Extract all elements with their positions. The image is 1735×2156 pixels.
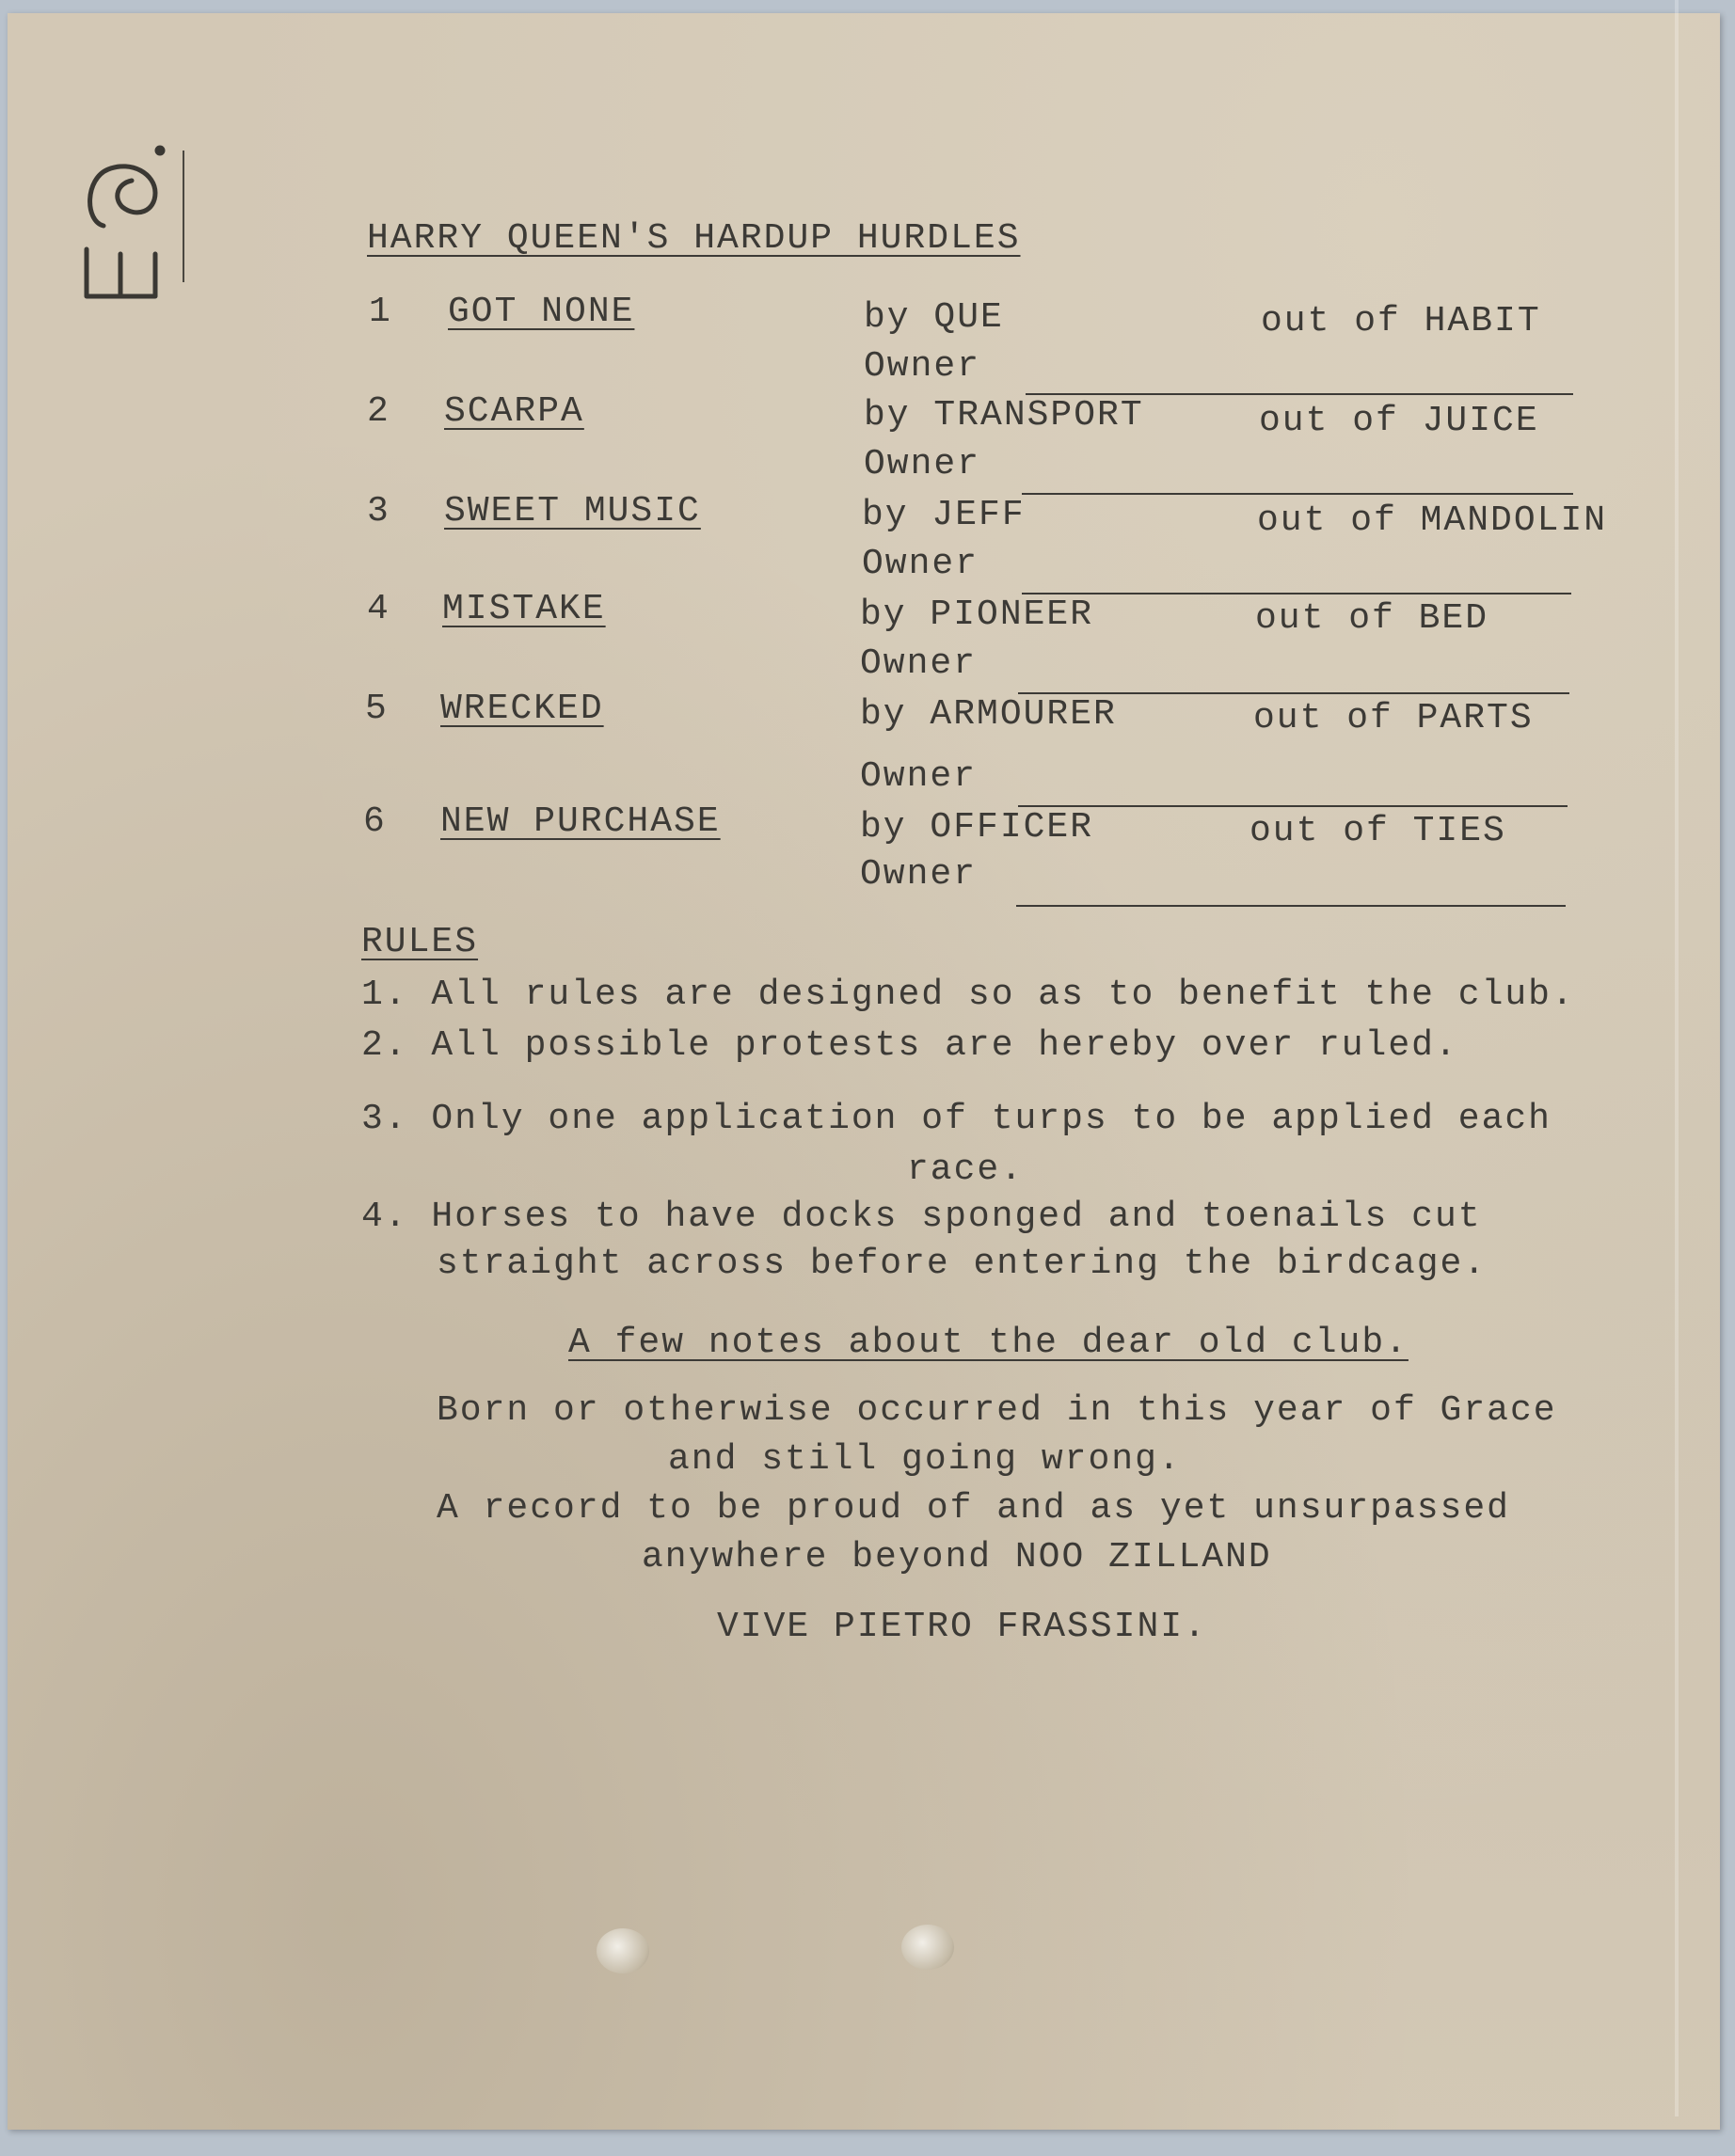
margin-note-handwriting — [66, 113, 179, 310]
entry-owner-label: Owner — [864, 444, 981, 484]
entry-name: GOT NONE — [448, 292, 635, 332]
rule-line: straight across before entering the birdcage. — [437, 1244, 1488, 1284]
entry-owner-label: Owner — [862, 544, 979, 584]
paper-fold — [1675, 0, 1679, 2116]
entry-dam: out of TIES — [1250, 811, 1506, 851]
punch-hole — [901, 1925, 954, 1970]
entry-dam: out of BED — [1255, 598, 1489, 639]
entry-number: 6 — [363, 801, 387, 842]
entry-number: 1 — [369, 292, 392, 332]
punch-hole — [597, 1928, 649, 1974]
owner-blank-line — [1016, 905, 1566, 907]
rule-line: 3. Only one application of turps to be applied each — [361, 1099, 1552, 1139]
note-line: A record to be proud of and as yet unsurpassed — [437, 1488, 1510, 1529]
rule-line: 4. Horses to have docks sponged and toenails cut — [361, 1197, 1482, 1237]
entry-sire: by OFFICER — [860, 807, 1094, 848]
entry-name: SCARPA — [444, 391, 584, 432]
entry-name: SWEET MUSIC — [444, 491, 701, 531]
owner-blank-line — [1022, 493, 1573, 495]
entry-dam: out of MANDOLIN — [1257, 500, 1608, 541]
rule-line: 1. All rules are designed so as to benefit the club. — [361, 975, 1575, 1015]
owner-blank-line — [1018, 805, 1568, 807]
entry-number: 5 — [365, 689, 389, 729]
rule-line: 2. All possible protests are hereby over ruled. — [361, 1025, 1458, 1066]
entry-sire: by PIONEER — [860, 594, 1094, 635]
entry-sire: by ARMOURER — [860, 694, 1117, 735]
margin-rule — [183, 151, 184, 282]
entry-number: 4 — [367, 589, 390, 629]
entry-name: WRECKED — [440, 689, 604, 729]
entry-sire: by TRANSPORT — [864, 395, 1144, 436]
rule-line: race. — [907, 1149, 1025, 1190]
entry-owner-label: Owner — [864, 346, 981, 387]
note-line: anywhere beyond NOO ZILLAND — [642, 1537, 1272, 1577]
entry-name: NEW PURCHASE — [440, 801, 721, 842]
entry-dam: out of PARTS — [1253, 698, 1534, 738]
page-title: HARRY QUEEN'S HARDUP HURDLES — [367, 218, 1021, 259]
entry-number: 3 — [367, 491, 390, 531]
entry-dam: out of JUICE — [1259, 401, 1539, 441]
notes-heading: A few notes about the dear old club. — [568, 1323, 1409, 1363]
owner-blank-line — [1022, 593, 1571, 594]
note-line: Born or otherwise occurred in this year of Grace — [437, 1390, 1557, 1431]
entry-sire: by QUE — [864, 297, 1004, 338]
entry-sire: by JEFF — [862, 495, 1026, 535]
note-line: and still going wrong. — [668, 1439, 1182, 1480]
rules-heading: RULES — [361, 922, 479, 962]
entry-dam: out of HABIT — [1261, 301, 1541, 341]
margin-note — [66, 113, 179, 310]
entry-number: 2 — [367, 391, 390, 432]
entry-owner-label: Owner — [860, 643, 978, 684]
closing-line: VIVE PIETRO FRASSINI. — [717, 1607, 1207, 1647]
entry-owner-label: Owner — [860, 854, 978, 895]
entry-owner-label: Owner — [860, 756, 978, 797]
entry-name: MISTAKE — [442, 589, 606, 629]
